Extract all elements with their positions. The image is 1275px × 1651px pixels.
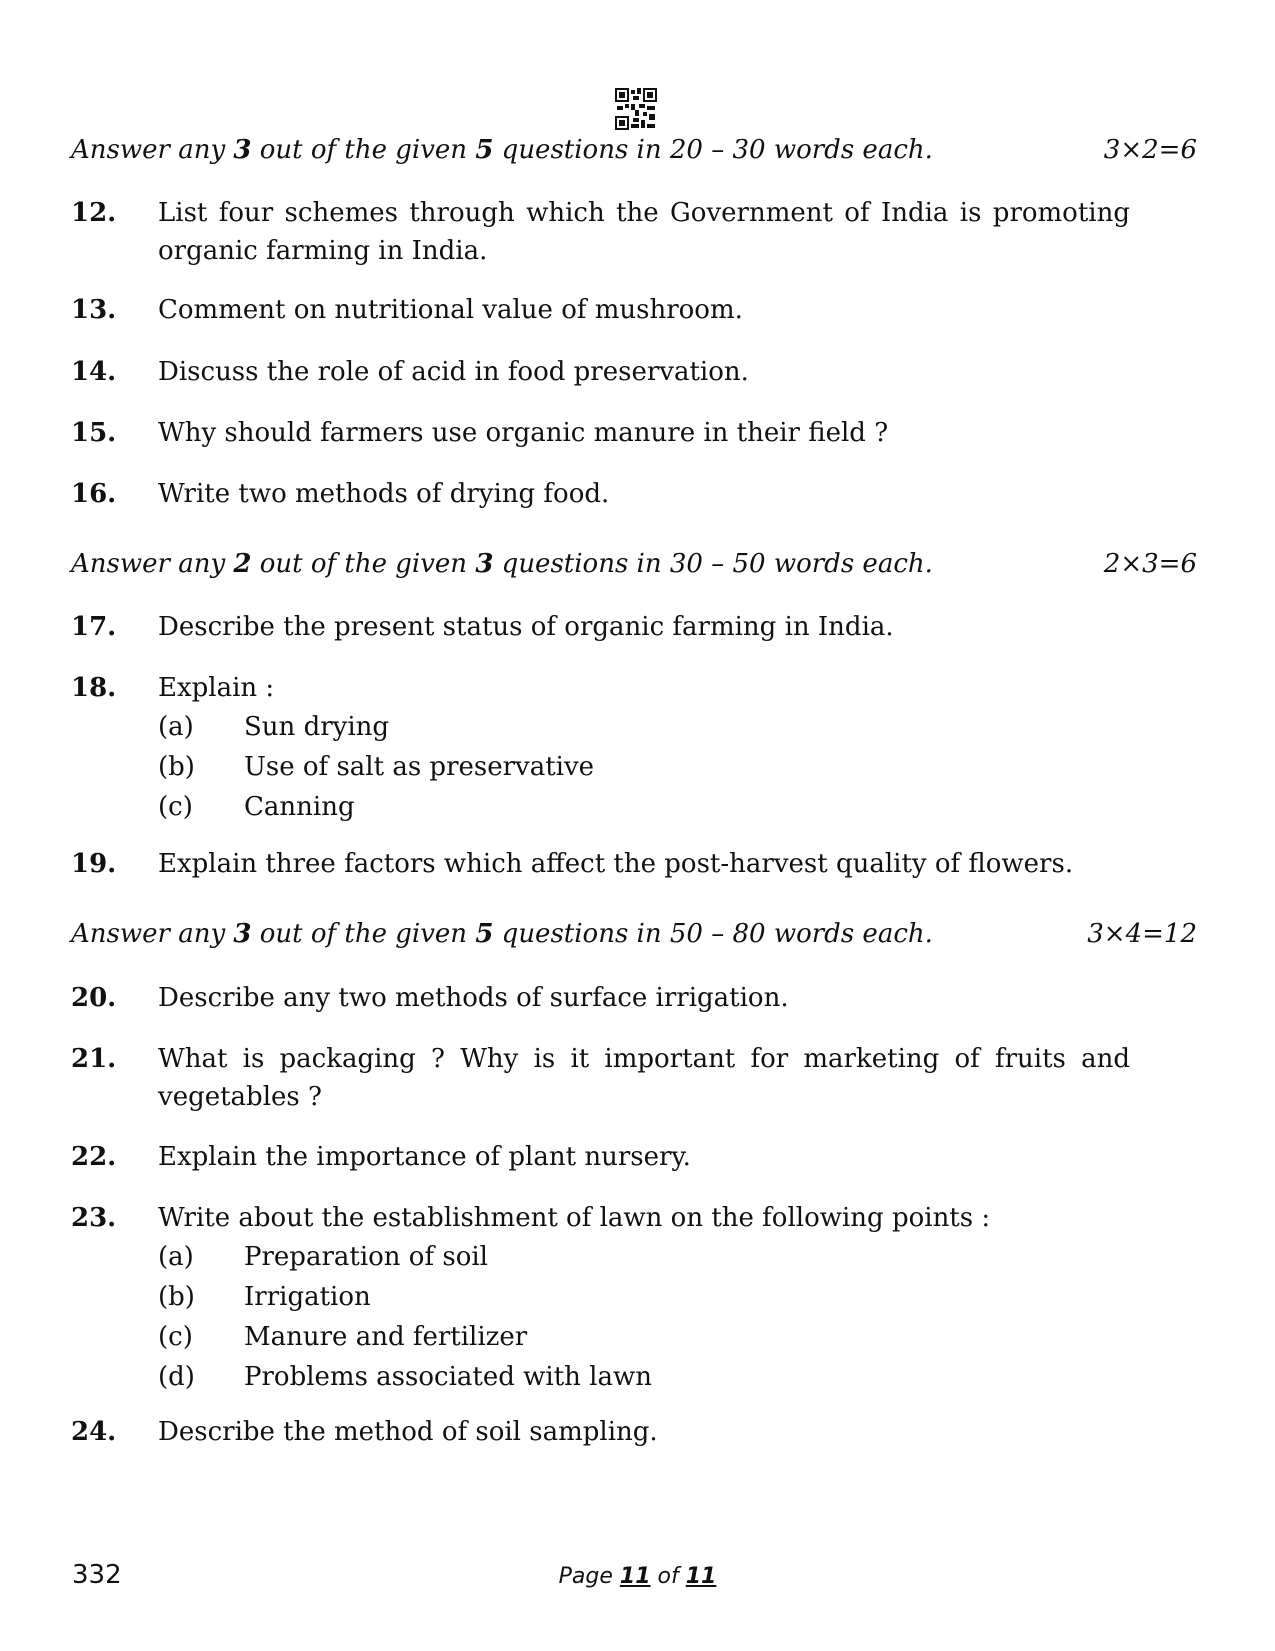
question-16 xyxy=(71,475,1130,513)
question-19 xyxy=(71,845,1130,883)
sub-text: Sun drying xyxy=(244,712,390,742)
sub-label: (a) xyxy=(158,1242,194,1272)
question-text: Why should farmers use organic manure in their field ? xyxy=(158,418,889,448)
question-text: Comment on nutritional value of mushroom. xyxy=(158,295,743,325)
question-text: Write two methods of drying food. xyxy=(158,479,610,509)
sub-item xyxy=(158,747,1130,787)
instruction-text: Answer any 3 out of the given 5 questions in 50 – 80 words each. xyxy=(71,919,933,949)
question-15 xyxy=(71,414,1130,452)
sub-item xyxy=(158,1317,1130,1357)
instruction-text: Answer any 2 out of the given 3 questions in 30 – 50 words each. xyxy=(71,549,933,579)
sub-text: Use of salt as preservative xyxy=(244,752,595,782)
sub-label: (c) xyxy=(158,792,193,822)
question-number: 19. xyxy=(71,849,117,879)
question-text: Discuss the role of acid in food preservation. xyxy=(158,357,749,387)
question-number: 21. xyxy=(71,1044,117,1074)
instruction-text: Answer any 3 out of the given 5 questions in 20 – 30 words each. xyxy=(71,135,933,165)
question-text: List four schemes through which the Government of India is promoting organic farming in India. xyxy=(158,198,1130,266)
sub-label: (d) xyxy=(158,1362,195,1392)
marks-allocation: 3×2=6 xyxy=(1103,135,1197,165)
question-23 xyxy=(71,1199,1130,1397)
question-number: 15. xyxy=(71,418,117,448)
question-text: Explain three factors which affect the post-harvest quality of flowers. xyxy=(158,849,1074,879)
question-text: Describe any two methods of surface irrigation. xyxy=(158,983,789,1013)
question-text: What is packaging ? Why is it important for marketing of fruits and vegetables ? xyxy=(158,1044,1130,1112)
sub-label: (c) xyxy=(158,1322,193,1352)
question-22 xyxy=(71,1138,1130,1176)
question-12 xyxy=(71,194,1130,270)
question-number: 12. xyxy=(71,198,117,228)
question-18 xyxy=(71,669,1130,827)
sub-text: Canning xyxy=(244,792,355,822)
section-instruction xyxy=(71,132,1197,168)
marks-allocation: 3×4=12 xyxy=(1087,919,1197,949)
marks-allocation: 2×3=6 xyxy=(1103,549,1197,579)
question-24 xyxy=(71,1413,1130,1451)
question-text: Describe the present status of organic farming in India. xyxy=(158,612,894,642)
qr-code-icon xyxy=(615,88,657,130)
question-number: 14. xyxy=(71,357,117,387)
sub-label: (b) xyxy=(158,1282,195,1312)
page-number: Page 11 of 11 xyxy=(558,1564,717,1589)
question-17 xyxy=(71,608,1130,646)
question-20 xyxy=(71,979,1130,1017)
question-number: 13. xyxy=(71,295,117,325)
question-number: 24. xyxy=(71,1417,117,1447)
paper-code: 332 xyxy=(72,1560,122,1590)
sub-text: Manure and fertilizer xyxy=(244,1322,528,1352)
question-text: Describe the method of soil sampling. xyxy=(158,1417,658,1447)
question-number: 23. xyxy=(71,1203,117,1233)
sub-item xyxy=(158,1357,1130,1397)
sub-text: Problems associated with lawn xyxy=(244,1362,652,1392)
question-14 xyxy=(71,353,1130,391)
question-text: Explain : xyxy=(158,673,275,703)
sub-item xyxy=(158,787,1130,827)
question-text: Explain the importance of plant nursery. xyxy=(158,1142,691,1172)
question-21 xyxy=(71,1040,1130,1116)
question-number: 18. xyxy=(71,673,117,703)
sub-item xyxy=(158,1237,1130,1277)
sub-label: (b) xyxy=(158,752,195,782)
sub-text: Preparation of soil xyxy=(244,1242,488,1272)
question-text: Write about the establishment of lawn on the following points : xyxy=(158,1203,991,1233)
section-instruction xyxy=(71,546,1197,582)
question-number: 16. xyxy=(71,479,117,509)
question-number: 22. xyxy=(71,1142,117,1172)
question-number: 17. xyxy=(71,612,117,642)
question-number: 20. xyxy=(71,983,117,1013)
sub-list xyxy=(158,1237,1130,1397)
sub-text: Irrigation xyxy=(244,1282,371,1312)
section-instruction xyxy=(71,916,1197,952)
question-13 xyxy=(71,291,1130,329)
sub-label: (a) xyxy=(158,712,194,742)
sub-item xyxy=(158,1277,1130,1317)
sub-list xyxy=(158,707,1130,827)
sub-item xyxy=(158,707,1130,747)
